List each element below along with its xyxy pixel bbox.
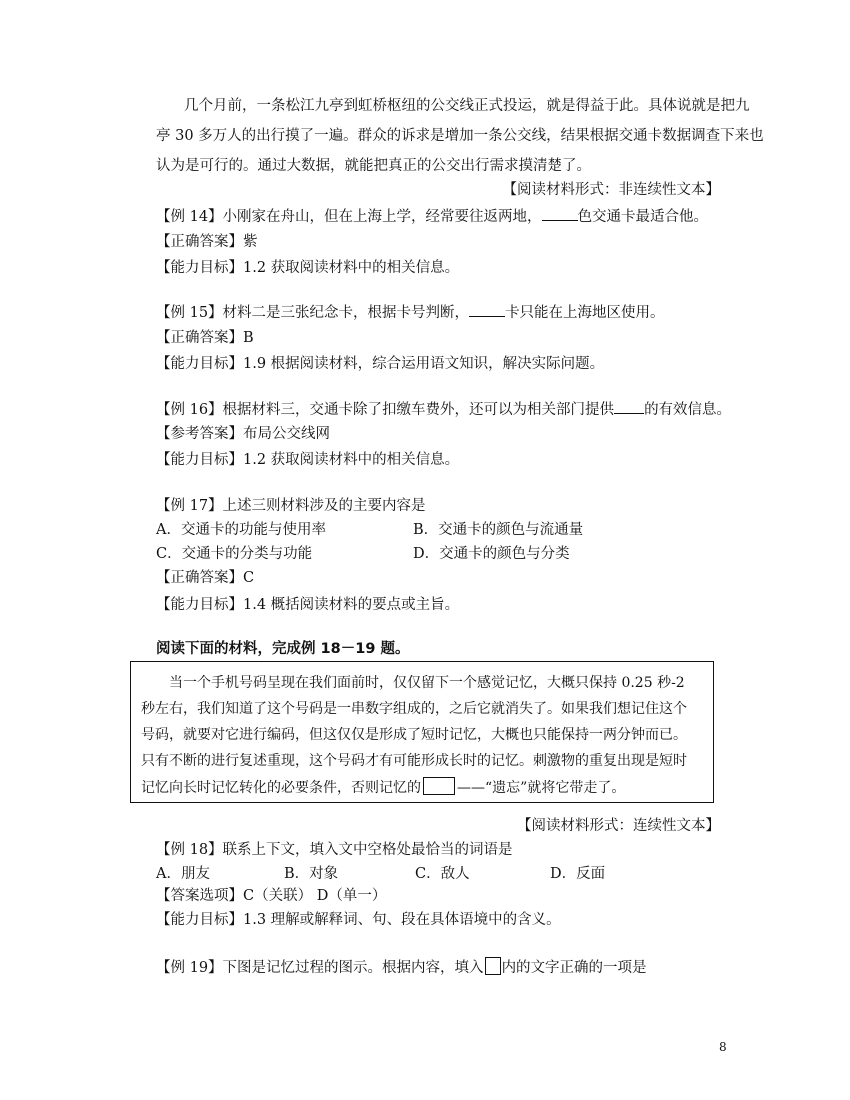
material-form-label: 【阅读材料形式：连续性文本】 <box>517 818 720 834</box>
answer-blank <box>614 399 644 414</box>
example-19-question: 【例 19】下图是记忆过程的图示。根据内容，填入 内的文字正确的一项是 <box>156 957 647 978</box>
option-c: C．敌人 <box>415 866 470 882</box>
answer-blank <box>469 302 505 317</box>
section-heading: 阅读下面的材料，完成例 18－19 题。 <box>156 641 410 657</box>
example-15-answer: 【正确答案】B <box>156 330 254 346</box>
option-b: B．交通卡的颜色与流通量 <box>413 522 584 538</box>
example-17-ability: 【能力目标】1.4 概括阅读材料的要点或主旨。 <box>156 597 460 613</box>
paragraph-line: 亭 30 多万人的出行摸了一遍。群众的诉求是增加一条公交线，结果根据交通卡数据调查下来也 <box>156 128 764 144</box>
fill-in-box <box>485 957 501 975</box>
fill-in-box <box>423 777 455 795</box>
example-15-question: 【例 15】材料二是三张纪念卡，根据卡号判断， 卡只能在上海地区使用。 <box>156 302 665 323</box>
example-17-question: 【例 17】上述三则材料涉及的主要内容是 <box>156 498 426 514</box>
example-15-ability: 【能力目标】1.9 根据阅读材料，综合运用语文知识，解决实际问题。 <box>156 356 605 372</box>
option-b: B．对象 <box>284 866 339 882</box>
paragraph-line: 几个月前，一条松江九亭到虹桥枢纽的公交线正式投运，就是得益于此。具体说就是把九 <box>184 98 750 114</box>
example-16-ability: 【能力目标】1.2 获取阅读材料中的相关信息。 <box>156 452 460 468</box>
option-a: A．朋友 <box>156 866 210 882</box>
example-17-answer: 【正确答案】C <box>156 570 255 586</box>
option-d: D．交通卡的颜色与分类 <box>413 546 570 562</box>
example-18-answer: 【答案选项】C（关联） D（单一） <box>156 888 387 904</box>
passage-line: 记忆向长时记忆转化的必要条件，否则记忆的 ——“遗忘”就将它带走了。 <box>141 777 625 798</box>
example-18-question: 【例 18】联系上下文，填入文中空格处最恰当的词语是 <box>156 842 513 858</box>
passage-line: 只有不断的进行复述重现，这个号码才有可能形成长时的记忆。刺激物的重复出现是短时 <box>141 753 687 769</box>
example-14-answer: 【正确答案】紫 <box>156 234 258 250</box>
option-c: C．交通卡的分类与功能 <box>156 546 313 562</box>
example-16-question: 【例 16】根据材料三，交通卡除了扣缴车费外，还可以为相关部门提供 的有效信息。 <box>156 399 731 420</box>
page-number: 8 <box>719 1040 727 1054</box>
example-14-question: 【例 14】小刚家在舟山，但在上海上学，经常要往返两地， 色交通卡最适合他。 <box>156 206 708 227</box>
option-d: D．反面 <box>550 866 606 882</box>
example-14-ability: 【能力目标】1.2 获取阅读材料中的相关信息。 <box>156 260 460 276</box>
paragraph-line: 认为是可行的。通过大数据，就能把真正的公交出行需求摸清楚了。 <box>156 158 591 174</box>
option-a: A．交通卡的功能与使用率 <box>156 522 326 538</box>
example-18-ability: 【能力目标】1.3 理解或解释词、句、段在具体语境中的含义。 <box>156 912 561 928</box>
passage-line: 当一个手机号码呈现在我们面前时，仅仅留下一个感觉记忆，大概只保持 0.25 秒-2 <box>169 675 685 691</box>
passage-line: 秒左右，我们知道了这个号码是一串数字组成的，之后它就消失了。如果我们想记住这个 <box>141 701 687 717</box>
material-form-label: 【阅读材料形式：非连续性文本】 <box>502 182 720 198</box>
passage-line: 号码，就要对它进行编码，但这仅仅是形成了短时记忆，大概也只能保持一两分钟而已。 <box>141 727 687 743</box>
example-16-answer: 【参考答案】布局公交线网 <box>156 426 330 442</box>
reading-passage-box <box>130 661 714 803</box>
answer-blank <box>542 206 578 221</box>
